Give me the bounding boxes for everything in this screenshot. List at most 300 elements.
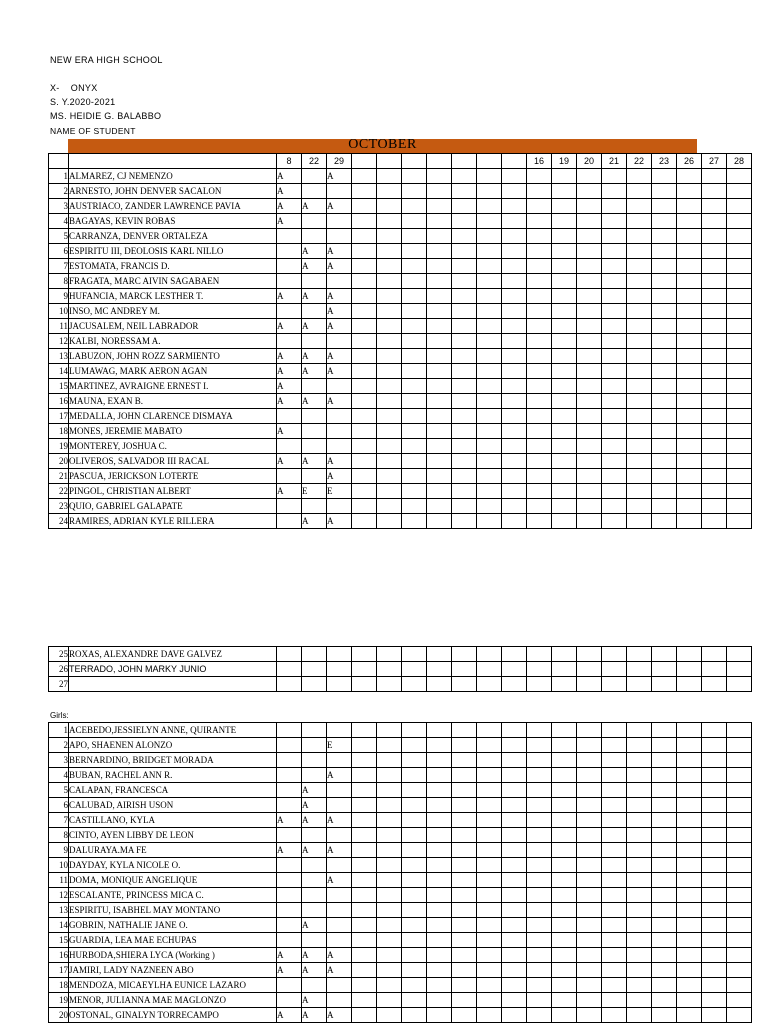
attendance-cell xyxy=(402,184,427,199)
day-header-cell: 19 xyxy=(552,154,577,169)
row-number: 10 xyxy=(49,858,69,873)
attendance-cell xyxy=(527,454,552,469)
table-row xyxy=(49,783,752,798)
attendance-cell: A xyxy=(302,918,327,933)
attendance-cell xyxy=(527,229,552,244)
attendance-cell xyxy=(477,214,502,229)
attendance-cell xyxy=(502,364,527,379)
attendance-cell xyxy=(652,514,677,529)
attendance-cell: A xyxy=(302,454,327,469)
attendance-cell: A xyxy=(277,963,302,978)
attendance-cell xyxy=(652,888,677,903)
attendance-cell xyxy=(477,469,502,484)
student-name: JAMIRI, LADY NAZNEEN ABO xyxy=(69,963,277,978)
attendance-cell xyxy=(452,963,477,978)
attendance-cell xyxy=(327,229,352,244)
attendance-cell xyxy=(602,454,627,469)
attendance-cell xyxy=(352,334,377,349)
attendance-cell xyxy=(602,259,627,274)
table-row xyxy=(49,828,752,843)
attendance-cell xyxy=(502,843,527,858)
attendance-cell xyxy=(402,439,427,454)
attendance-cell: A xyxy=(327,199,352,214)
table-row xyxy=(49,259,752,274)
attendance-cell xyxy=(552,662,577,677)
attendance-cell xyxy=(502,738,527,753)
day-header-cell xyxy=(477,154,502,169)
attendance-cell xyxy=(377,948,402,963)
attendance-cell xyxy=(427,454,452,469)
attendance-cell xyxy=(377,454,402,469)
section-name: X- ONYX xyxy=(50,83,98,93)
attendance-cell xyxy=(527,169,552,184)
attendance-cell xyxy=(427,738,452,753)
attendance-cell xyxy=(377,349,402,364)
attendance-cell xyxy=(377,319,402,334)
attendance-cell xyxy=(377,918,402,933)
attendance-cell xyxy=(477,978,502,993)
row-number: 23 xyxy=(49,499,69,514)
attendance-cell xyxy=(602,768,627,783)
attendance-cell xyxy=(552,798,577,813)
attendance-cell xyxy=(427,933,452,948)
row-number: 8 xyxy=(49,828,69,843)
attendance-cell xyxy=(677,289,702,304)
attendance-cell xyxy=(627,259,652,274)
table-row xyxy=(49,843,752,858)
attendance-cell xyxy=(677,349,702,364)
row-number: 13 xyxy=(49,349,69,364)
attendance-cell: A xyxy=(302,813,327,828)
attendance-cell xyxy=(677,918,702,933)
attendance-cell xyxy=(702,798,727,813)
attendance-cell xyxy=(702,753,727,768)
attendance-cell xyxy=(652,647,677,662)
attendance-cell xyxy=(427,424,452,439)
attendance-cell xyxy=(577,963,602,978)
attendance-cell xyxy=(277,229,302,244)
attendance-cell xyxy=(627,662,652,677)
attendance-cell xyxy=(552,334,577,349)
attendance-cell xyxy=(477,439,502,454)
student-name: LUMAWAG, MARK AERON AGAN xyxy=(69,364,277,379)
attendance-cell xyxy=(452,993,477,1008)
attendance-cell xyxy=(302,723,327,738)
attendance-cell xyxy=(402,993,427,1008)
attendance-cell xyxy=(702,469,727,484)
boys-attendance-table-continued xyxy=(48,646,752,692)
attendance-cell: A xyxy=(277,424,302,439)
table-row xyxy=(49,888,752,903)
attendance-cell xyxy=(577,993,602,1008)
attendance-cell xyxy=(702,214,727,229)
attendance-cell xyxy=(302,304,327,319)
attendance-cell xyxy=(452,828,477,843)
attendance-cell xyxy=(277,304,302,319)
attendance-cell xyxy=(602,858,627,873)
attendance-cell xyxy=(652,259,677,274)
attendance-cell xyxy=(552,424,577,439)
attendance-cell xyxy=(527,439,552,454)
attendance-cell xyxy=(652,274,677,289)
attendance-cell xyxy=(527,394,552,409)
attendance-cell xyxy=(602,334,627,349)
attendance-cell xyxy=(702,484,727,499)
attendance-cell xyxy=(727,499,752,514)
attendance-cell xyxy=(452,184,477,199)
attendance-cell xyxy=(652,214,677,229)
attendance-cell xyxy=(677,409,702,424)
attendance-cell xyxy=(652,334,677,349)
attendance-cell xyxy=(402,319,427,334)
attendance-cell xyxy=(577,169,602,184)
attendance-cell xyxy=(377,334,402,349)
student-name: INSO, MC ANDREY M. xyxy=(69,304,277,319)
attendance-cell: A xyxy=(327,244,352,259)
attendance-cell xyxy=(727,469,752,484)
attendance-cell xyxy=(527,843,552,858)
attendance-cell xyxy=(377,873,402,888)
attendance-cell xyxy=(552,993,577,1008)
attendance-cell xyxy=(352,677,377,692)
student-name: MAUNA, EXAN B. xyxy=(69,394,277,409)
attendance-cell xyxy=(327,379,352,394)
attendance-cell xyxy=(352,918,377,933)
attendance-cell xyxy=(702,169,727,184)
attendance-cell xyxy=(302,499,327,514)
attendance-cell xyxy=(427,888,452,903)
attendance-cell xyxy=(477,843,502,858)
attendance-cell xyxy=(727,364,752,379)
attendance-cell xyxy=(702,903,727,918)
attendance-cell xyxy=(577,184,602,199)
attendance-cell xyxy=(577,753,602,768)
attendance-cell xyxy=(702,873,727,888)
row-number: 10 xyxy=(49,304,69,319)
attendance-cell xyxy=(452,813,477,828)
table-row xyxy=(49,379,752,394)
attendance-cell xyxy=(427,244,452,259)
attendance-cell xyxy=(677,394,702,409)
attendance-cell xyxy=(477,304,502,319)
attendance-cell xyxy=(527,873,552,888)
attendance-cell xyxy=(702,888,727,903)
attendance-cell xyxy=(677,783,702,798)
attendance-cell xyxy=(727,274,752,289)
attendance-cell xyxy=(577,662,602,677)
attendance-cell: A xyxy=(327,963,352,978)
attendance-cell xyxy=(702,349,727,364)
attendance-cell xyxy=(277,858,302,873)
attendance-cell xyxy=(652,828,677,843)
attendance-cell xyxy=(727,334,752,349)
attendance-cell xyxy=(402,978,427,993)
attendance-cell xyxy=(602,514,627,529)
attendance-cell xyxy=(527,723,552,738)
attendance-cell xyxy=(577,1008,602,1023)
row-number: 27 xyxy=(49,677,69,692)
attendance-cell xyxy=(677,873,702,888)
attendance-cell xyxy=(552,169,577,184)
attendance-cell xyxy=(552,319,577,334)
attendance-cell xyxy=(427,723,452,738)
attendance-cell xyxy=(652,858,677,873)
attendance-cell xyxy=(452,783,477,798)
attendance-cell xyxy=(477,424,502,439)
attendance-cell xyxy=(327,499,352,514)
table-row xyxy=(49,903,752,918)
attendance-cell xyxy=(552,933,577,948)
attendance-cell xyxy=(502,244,527,259)
attendance-cell xyxy=(277,783,302,798)
attendance-cell: A xyxy=(277,214,302,229)
attendance-cell xyxy=(552,903,577,918)
attendance-cell xyxy=(627,244,652,259)
attendance-cell xyxy=(302,439,327,454)
student-name: ALMAREZ, CJ NEMENZO xyxy=(69,169,277,184)
attendance-cell xyxy=(602,813,627,828)
attendance-cell xyxy=(477,289,502,304)
attendance-cell xyxy=(652,319,677,334)
table-row xyxy=(49,199,752,214)
attendance-cell xyxy=(302,738,327,753)
attendance-cell xyxy=(452,484,477,499)
table-row xyxy=(49,738,752,753)
attendance-cell xyxy=(502,828,527,843)
attendance-cell xyxy=(552,888,577,903)
attendance-cell xyxy=(652,798,677,813)
attendance-cell xyxy=(477,409,502,424)
attendance-cell xyxy=(502,933,527,948)
attendance-cell xyxy=(652,364,677,379)
attendance-cell xyxy=(527,349,552,364)
attendance-cell xyxy=(627,379,652,394)
attendance-cell xyxy=(377,677,402,692)
attendance-cell xyxy=(277,334,302,349)
attendance-cell xyxy=(327,783,352,798)
table-row xyxy=(49,469,752,484)
table-row xyxy=(49,244,752,259)
attendance-cell xyxy=(652,289,677,304)
attendance-cell xyxy=(602,662,627,677)
student-name: PINGOL, CHRISTIAN ALBERT xyxy=(69,484,277,499)
attendance-cell xyxy=(677,798,702,813)
attendance-cell xyxy=(552,439,577,454)
attendance-cell xyxy=(577,379,602,394)
row-number: 1 xyxy=(49,723,69,738)
student-name: JACUSALEM, NEIL LABRADOR xyxy=(69,319,277,334)
attendance-cell xyxy=(427,229,452,244)
attendance-cell xyxy=(452,394,477,409)
attendance-cell xyxy=(377,424,402,439)
attendance-cell xyxy=(602,409,627,424)
attendance-cell xyxy=(627,514,652,529)
attendance-cell xyxy=(352,993,377,1008)
attendance-cell xyxy=(702,184,727,199)
attendance-cell xyxy=(727,858,752,873)
attendance-cell xyxy=(402,379,427,394)
attendance-cell xyxy=(577,274,602,289)
attendance-cell xyxy=(427,214,452,229)
student-name: CINTO, AYEN LIBBY DE LEON xyxy=(69,828,277,843)
attendance-cell xyxy=(427,304,452,319)
attendance-cell xyxy=(477,169,502,184)
attendance-cell xyxy=(477,244,502,259)
attendance-cell xyxy=(527,888,552,903)
attendance-cell xyxy=(577,768,602,783)
attendance-cell xyxy=(502,723,527,738)
attendance-cell xyxy=(402,169,427,184)
attendance-cell xyxy=(602,948,627,963)
attendance-cell xyxy=(677,662,702,677)
attendance-cell xyxy=(602,349,627,364)
attendance-cell xyxy=(377,274,402,289)
attendance-cell xyxy=(627,963,652,978)
attendance-cell xyxy=(377,379,402,394)
day-header-cell: 22 xyxy=(302,154,327,169)
attendance-cell xyxy=(527,244,552,259)
table-row xyxy=(49,439,752,454)
attendance-cell xyxy=(627,723,652,738)
attendance-cell xyxy=(502,903,527,918)
attendance-cell xyxy=(602,978,627,993)
attendance-cell xyxy=(602,364,627,379)
attendance-cell: A xyxy=(302,798,327,813)
attendance-cell xyxy=(277,469,302,484)
row-number: 12 xyxy=(49,334,69,349)
attendance-cell xyxy=(302,184,327,199)
row-number: 2 xyxy=(49,738,69,753)
day-header-cell xyxy=(352,154,377,169)
attendance-cell xyxy=(452,439,477,454)
attendance-cell xyxy=(402,454,427,469)
attendance-cell xyxy=(527,753,552,768)
attendance-cell xyxy=(677,948,702,963)
attendance-cell xyxy=(502,289,527,304)
attendance-cell xyxy=(652,753,677,768)
attendance-cell xyxy=(502,484,527,499)
attendance-cell xyxy=(702,723,727,738)
student-name: ESTOMATA, FRANCIS D. xyxy=(69,259,277,274)
attendance-cell xyxy=(702,978,727,993)
attendance-cell xyxy=(502,858,527,873)
attendance-cell xyxy=(552,214,577,229)
student-name: OLIVEROS, SALVADOR III RACAL xyxy=(69,454,277,469)
attendance-cell xyxy=(627,677,652,692)
row-number: 4 xyxy=(49,768,69,783)
attendance-cell xyxy=(452,873,477,888)
row-number: 3 xyxy=(49,753,69,768)
table-row xyxy=(49,677,752,692)
attendance-cell xyxy=(527,903,552,918)
student-name: FRAGATA, MARC AIVIN SAGABAEN xyxy=(69,274,277,289)
day-header-row xyxy=(49,154,752,169)
attendance-cell xyxy=(602,214,627,229)
attendance-cell xyxy=(527,409,552,424)
attendance-cell: A xyxy=(302,843,327,858)
attendance-cell xyxy=(702,647,727,662)
attendance-cell xyxy=(552,289,577,304)
attendance-cell xyxy=(377,229,402,244)
attendance-cell xyxy=(652,873,677,888)
attendance-cell xyxy=(552,364,577,379)
student-name: OSTONAL, GINALYN TORRECAMPO xyxy=(69,1008,277,1023)
attendance-cell xyxy=(627,394,652,409)
attendance-cell xyxy=(502,768,527,783)
attendance-cell xyxy=(627,469,652,484)
attendance-cell xyxy=(552,873,577,888)
attendance-cell xyxy=(452,364,477,379)
attendance-cell xyxy=(377,662,402,677)
attendance-cell xyxy=(502,873,527,888)
attendance-cell xyxy=(477,349,502,364)
row-number: 3 xyxy=(49,199,69,214)
attendance-cell: A xyxy=(327,873,352,888)
table-row xyxy=(49,1008,752,1023)
attendance-cell xyxy=(402,1008,427,1023)
attendance-cell xyxy=(552,768,577,783)
row-number: 13 xyxy=(49,903,69,918)
school-year: S. Y.2020-2021 xyxy=(50,97,116,107)
attendance-cell xyxy=(602,319,627,334)
attendance-cell xyxy=(502,424,527,439)
row-number: 21 xyxy=(49,469,69,484)
attendance-cell xyxy=(727,798,752,813)
attendance-cell xyxy=(727,843,752,858)
attendance-cell xyxy=(502,1008,527,1023)
attendance-cell xyxy=(652,424,677,439)
attendance-cell xyxy=(377,933,402,948)
row-number: 20 xyxy=(49,454,69,469)
attendance-cell: A xyxy=(327,304,352,319)
attendance-cell xyxy=(452,662,477,677)
attendance-cell xyxy=(577,439,602,454)
student-name: DALURAYA.MA FE xyxy=(69,843,277,858)
attendance-cell xyxy=(402,903,427,918)
day-header-cell xyxy=(502,154,527,169)
row-number: 24 xyxy=(49,514,69,529)
attendance-cell xyxy=(452,738,477,753)
attendance-cell xyxy=(627,843,652,858)
table-row xyxy=(49,424,752,439)
attendance-cell xyxy=(277,888,302,903)
attendance-cell xyxy=(377,394,402,409)
attendance-cell xyxy=(277,514,302,529)
attendance-cell xyxy=(477,394,502,409)
attendance-cell xyxy=(427,768,452,783)
attendance-cell xyxy=(602,1008,627,1023)
attendance-cell xyxy=(727,289,752,304)
attendance-cell xyxy=(452,1008,477,1023)
attendance-cell xyxy=(577,259,602,274)
day-header-cell xyxy=(452,154,477,169)
attendance-cell xyxy=(702,439,727,454)
header-blank-cell xyxy=(49,154,69,169)
attendance-cell xyxy=(502,334,527,349)
attendance-cell xyxy=(702,768,727,783)
attendance-cell xyxy=(352,858,377,873)
attendance-cell xyxy=(427,349,452,364)
attendance-cell xyxy=(702,319,727,334)
attendance-cell xyxy=(727,738,752,753)
attendance-cell xyxy=(577,289,602,304)
row-number: 11 xyxy=(49,319,69,334)
attendance-cell xyxy=(527,918,552,933)
attendance-cell xyxy=(627,289,652,304)
attendance-cell xyxy=(477,334,502,349)
table-row xyxy=(49,918,752,933)
student-name: DOMA, MONIQUE ANGELIQUE xyxy=(69,873,277,888)
